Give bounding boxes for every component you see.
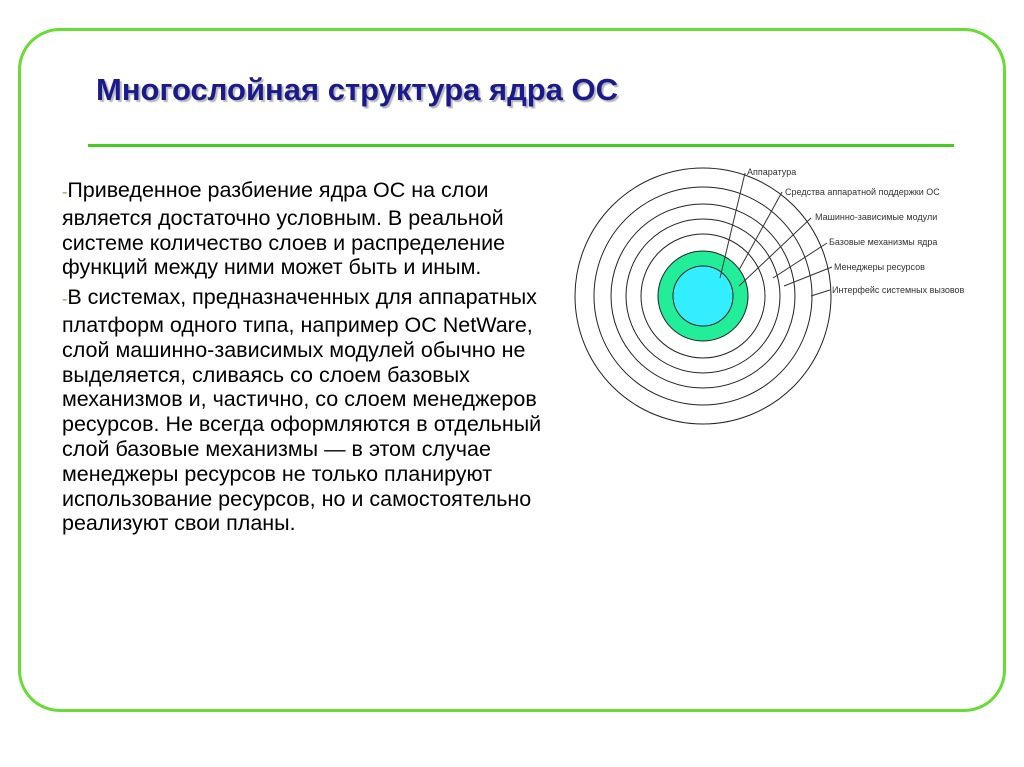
paragraph-2 — [62, 285, 567, 536]
paragraph-1-text: Приведенное разбиение ядра ОС на слои является достаточно условным. В реальной системе количество слоев и распределение функций между ними может быть и иным. — [62, 178, 506, 280]
leader-line-machine-dependent — [739, 218, 811, 286]
core-circle — [673, 266, 733, 326]
slide-title: Многослойная структура ядра ОС — [96, 72, 619, 107]
leader-line-syscall — [811, 290, 830, 296]
title-divider — [88, 144, 954, 147]
layer-labels — [747, 167, 965, 295]
kernel-layers-diagram — [567, 160, 997, 432]
label-hw-support: Средства аппаратной поддержки ОС — [785, 187, 940, 197]
label-syscall-interface: Интерфейс системных вызовов — [832, 285, 965, 295]
body-text — [62, 178, 567, 541]
label-hardware: Аппаратура — [747, 167, 797, 177]
bullet-marker: - — [62, 184, 68, 201]
label-resource-managers: Менеджеры ресурсов — [834, 262, 925, 272]
paragraph-1 — [62, 178, 567, 280]
label-base-mechanisms: Базовые механизмы ядра — [829, 237, 938, 247]
paragraph-2-text: В системах, предназначенных для аппаратных платформ одного типа, например ОС NetWare, слой машинно-зависимых модулей обычно не выделяется, сливаясь со слоем базовых механизмов и, частично, со слоем менеджеров ресурсов. Не всегда оформляются в отдельный слой базовые механизмы — в этом случае менеджеры ресурсов не только планируют использование ресурсов, но и самостоятельно реализуют свои планы. — [62, 285, 542, 536]
label-machine-dependent: Машинно-зависимые модули — [815, 212, 938, 222]
bullet-marker: - — [62, 291, 68, 309]
